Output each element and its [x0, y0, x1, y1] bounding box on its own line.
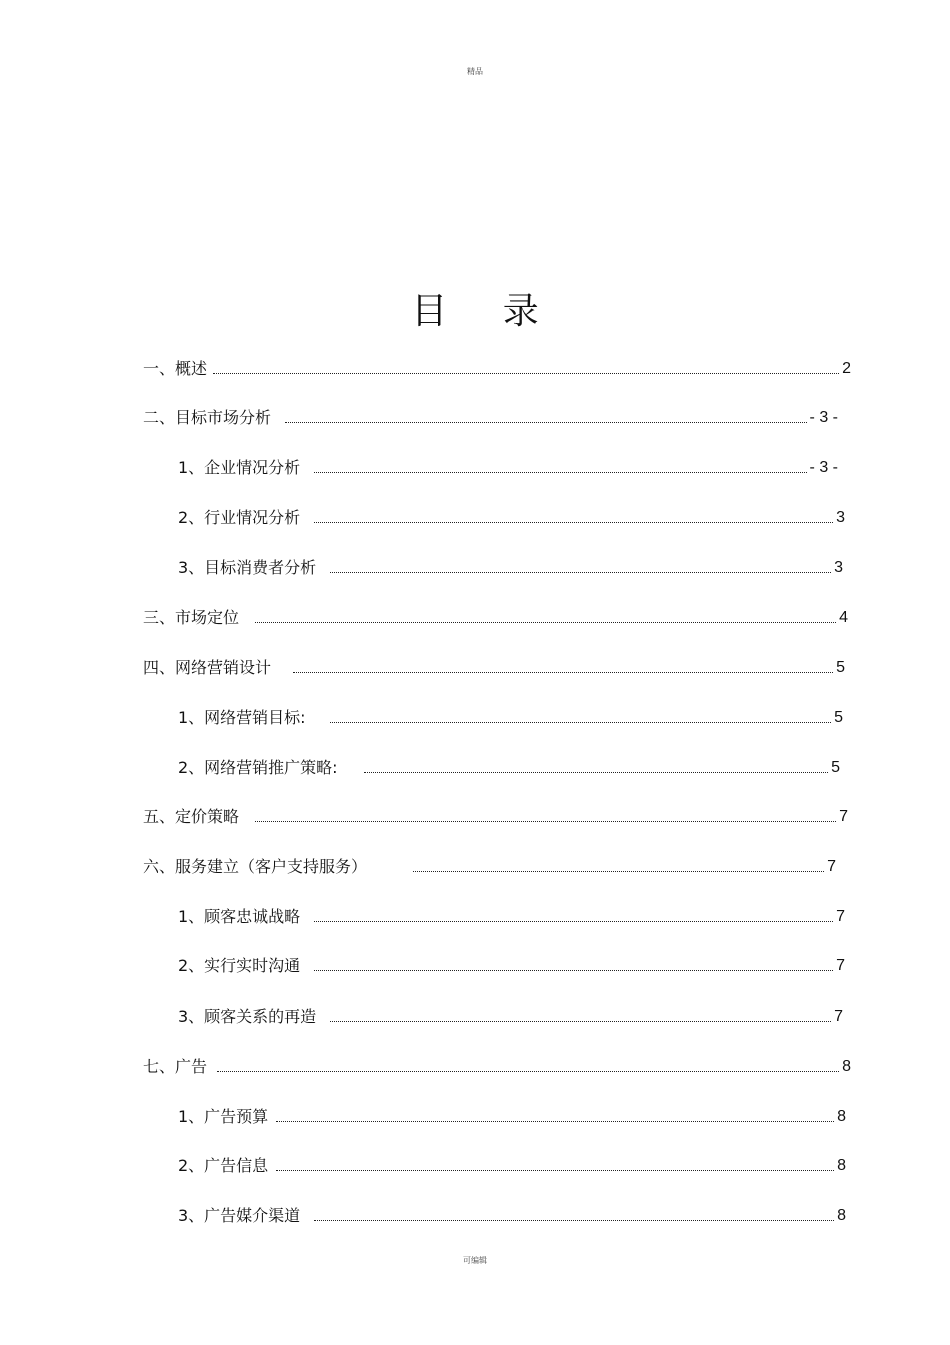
- toc-entry-page: 3: [834, 559, 843, 576]
- toc-entry-page: 7: [839, 808, 848, 825]
- toc-dot-leader: [285, 421, 807, 423]
- toc-dot-leader: [314, 521, 833, 523]
- toc-dot-leader: [364, 771, 829, 773]
- toc-entry-page: 5: [834, 709, 843, 726]
- toc-entry[interactable]: [178, 757, 840, 779]
- toc-entry-page: 4: [839, 609, 848, 626]
- toc-entry-label: 七、广告: [143, 1057, 208, 1076]
- toc-dot-leader: [276, 1169, 834, 1171]
- toc-entry-label: 1、顾客忠诚战略: [178, 907, 301, 926]
- toc-entry[interactable]: [178, 1155, 846, 1177]
- toc-dot-leader: [276, 1120, 834, 1122]
- toc-entry-page: 8: [842, 1058, 851, 1075]
- toc-dot-leader: [330, 721, 832, 723]
- toc-entry-label: 一、概述: [143, 359, 208, 378]
- page-header: 精品: [467, 67, 483, 76]
- toc-dot-leader: [314, 471, 806, 473]
- toc-entry-page: 7: [836, 957, 845, 974]
- toc-entry[interactable]: [143, 358, 851, 380]
- toc-entry-page: 7: [834, 1008, 843, 1025]
- toc-entry[interactable]: [178, 1006, 843, 1028]
- toc-entry[interactable]: [178, 1205, 846, 1227]
- toc-entry[interactable]: [143, 806, 848, 828]
- toc-entry-label: 六、服务建立（客户支持服务）: [143, 857, 368, 876]
- toc-entry-label: 3、广告媒介渠道: [178, 1206, 301, 1225]
- toc-entry-label: 2、实行实时沟通: [178, 956, 301, 975]
- toc-entry[interactable]: [178, 707, 843, 729]
- toc-dot-leader: [330, 1020, 831, 1022]
- toc-entry-label: 1、网络营销目标:: [178, 708, 306, 727]
- toc-entry-page: 3: [836, 509, 845, 526]
- toc-entry-page: 8: [837, 1207, 846, 1224]
- toc-entry-page: 5: [836, 659, 845, 676]
- toc-entry[interactable]: [143, 657, 845, 679]
- toc-dot-leader: [293, 671, 833, 673]
- toc-entry-page: 2: [842, 360, 851, 377]
- toc-entry[interactable]: [178, 906, 845, 928]
- toc-entry-label: 1、企业情况分析: [178, 458, 301, 477]
- toc-entry[interactable]: [143, 607, 848, 629]
- toc-entry-page: 5: [831, 759, 840, 776]
- toc-dot-leader: [330, 571, 831, 573]
- toc-entry-label: 3、顾客关系的再造: [178, 1007, 317, 1026]
- toc-entry[interactable]: [143, 1056, 851, 1078]
- toc-dot-leader: [314, 969, 833, 971]
- toc-entry-label: 二、目标市场分析: [143, 408, 272, 427]
- toc-entry[interactable]: [143, 407, 838, 429]
- toc-entry-page: - 3 -: [809, 409, 838, 426]
- toc-entry[interactable]: [178, 955, 845, 977]
- toc-dot-leader: [314, 920, 833, 922]
- toc-dot-leader: [255, 820, 836, 822]
- toc-entry-label: 3、目标消费者分析: [178, 558, 317, 577]
- toc-dot-leader: [413, 870, 824, 872]
- toc-entry-page: 7: [836, 908, 845, 925]
- toc-entry-label: 三、市场定位: [143, 608, 240, 627]
- toc-dot-leader: [314, 1219, 834, 1221]
- toc-entry-label: 2、行业情况分析: [178, 508, 301, 527]
- toc-dot-leader: [217, 1070, 839, 1072]
- toc-entry-label: 2、广告信息: [178, 1156, 269, 1175]
- toc-entry[interactable]: [178, 457, 838, 479]
- toc-dot-leader: [255, 621, 836, 623]
- toc-entry[interactable]: [178, 557, 843, 579]
- toc-entry-label: 四、网络营销设计: [143, 658, 272, 677]
- toc-entry-label: 2、网络营销推广策略:: [178, 758, 338, 777]
- page-footer: 可编辑: [463, 1256, 487, 1265]
- toc-dot-leader: [213, 372, 839, 374]
- toc-entry-label: 1、广告预算: [178, 1107, 269, 1126]
- toc-entry-page: 8: [837, 1108, 846, 1125]
- toc-entry[interactable]: [178, 1106, 846, 1128]
- toc-entry-page: 7: [827, 858, 836, 875]
- toc-title: 目 录: [411, 291, 561, 332]
- toc-entry-label: 五、定价策略: [143, 807, 240, 826]
- toc-entry[interactable]: [143, 856, 836, 878]
- toc-entry[interactable]: [178, 507, 845, 529]
- toc-entry-page: - 3 -: [809, 459, 838, 476]
- toc-entry-page: 8: [837, 1157, 846, 1174]
